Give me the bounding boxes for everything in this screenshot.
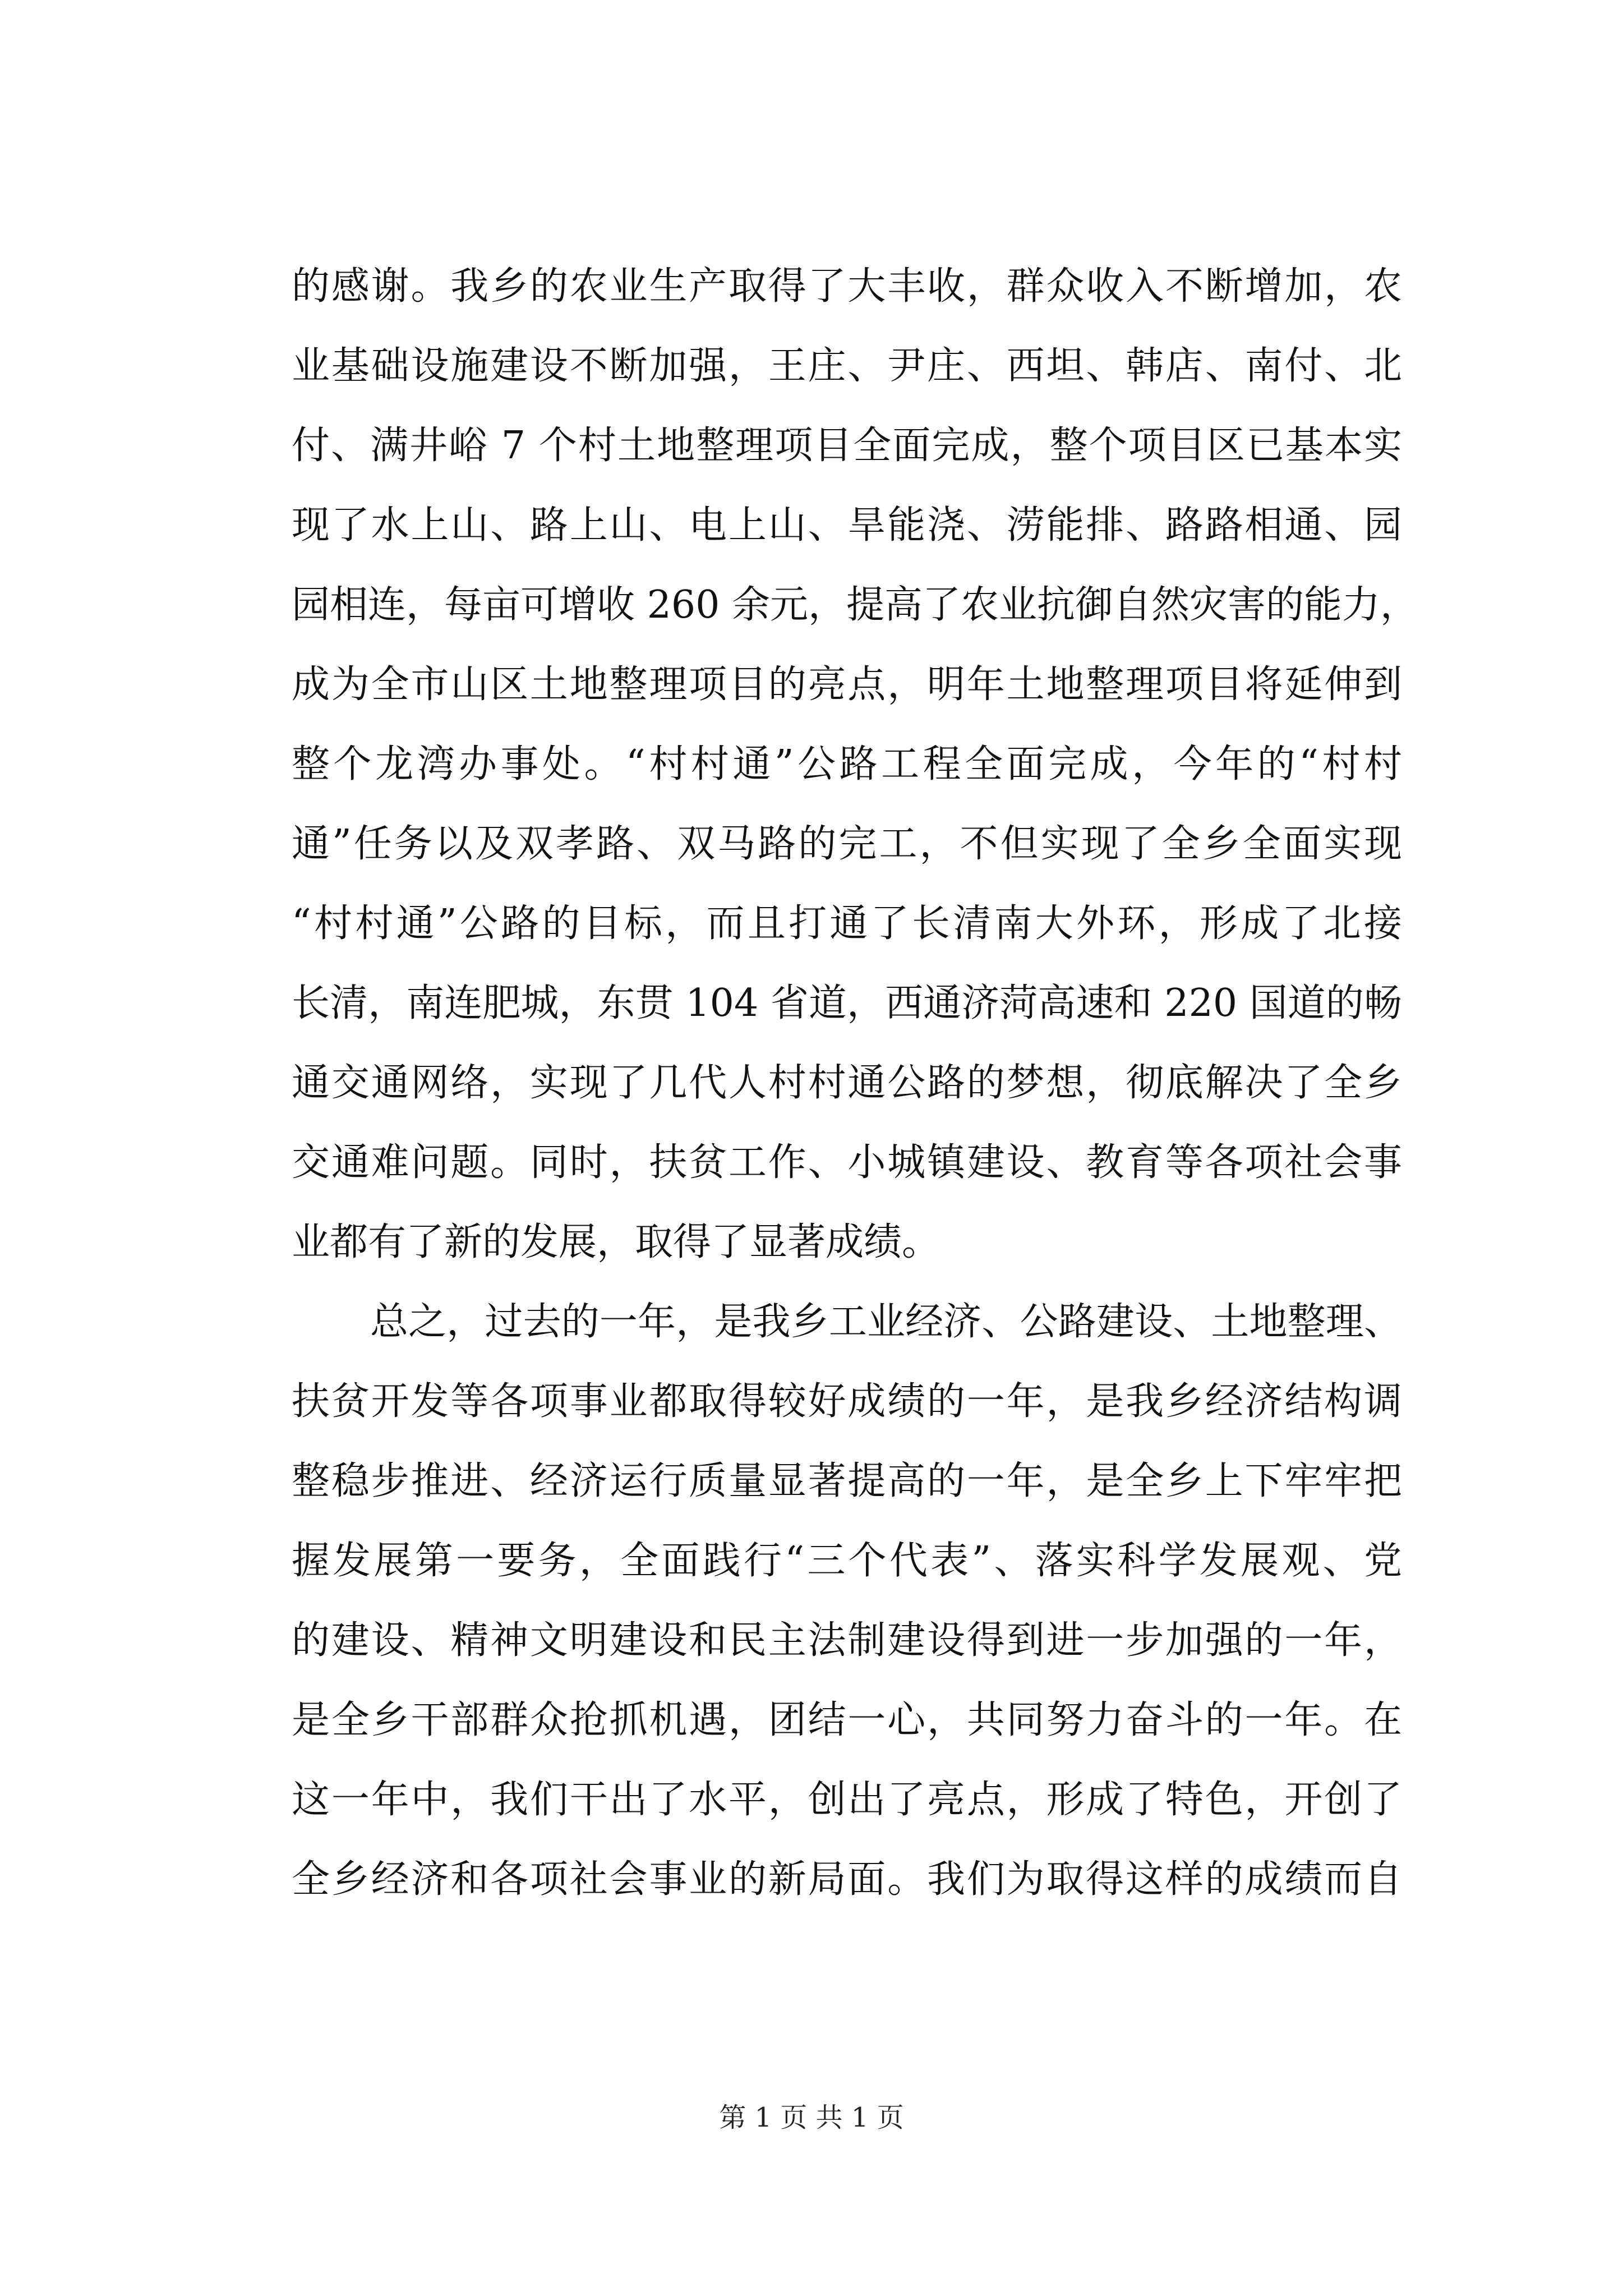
text-line: 现了水上山、路上山、电上山、旱能浇、涝能排、路路相通、园 [292,503,1402,547]
text-line: 通交通网络，实现了几代人村村通公路的梦想，彻底解决了全乡 [292,1061,1402,1105]
text-line: 的感谢。我乡的农业生产取得了大丰收，群众收入不断增加，农 [292,264,1402,309]
text-line: 业基础设施建设不断加强，王庄、尹庄、西坦、韩店、南付、北 [292,344,1402,388]
text-line: 这一年中，我们干出了水平，创出了亮点，形成了特色，开创了 [292,1778,1402,1822]
text-line: 成为全市山区土地整理项目的亮点，明年土地整理项目将延伸到 [292,662,1402,707]
text-line: 长清，南连肥城，东贯 104 省道，西通济菏高速和 220 国道的畅 [292,981,1402,1025]
text-line: 握发展第一要务，全面践行“三个代表”、落实科学发展观、党 [292,1539,1402,1583]
text-line: 全乡经济和各项社会事业的新局面。我们为取得这样的成绩而自 [292,1857,1402,1902]
text-line: 整稳步推进、经济运行质量显著提高的一年，是全乡上下牢牢把 [292,1459,1402,1503]
text-line: 是全乡干部群众抢抓机遇，团结一心，共同努力奋斗的一年。在 [292,1698,1402,1742]
text-line: 总之，过去的一年，是我乡工业经济、公路建设、土地整理、 [370,1300,1402,1344]
text-line: 通”任务以及双孝路、双马路的完工，不但实现了全乡全面实现 [292,822,1402,866]
text-line: 交通难问题。同时，扶贫工作、小城镇建设、教育等各项社会事 [292,1140,1402,1185]
page-footer [0,2101,1623,2134]
page-number: 第 1 页 共 1 页 [719,2102,904,2133]
document-body [292,247,1419,1920]
text-line: 付、满井峪 7 个村土地整理项目全面完成，整个项目区已基本实 [292,424,1402,468]
text-line: 园相连，每亩可增收 260 余元，提高了农业抗御自然灾害的能力， [292,583,1419,627]
text-line: 整个龙湾办事处。“村村通”公路工程全面完成，今年的“村村 [292,742,1402,786]
text-line: 业都有了新的发展，取得了显著成绩。 [292,1220,940,1264]
paragraph [292,247,1419,1282]
text-line: “村村通”公路的目标，而且打通了长清南大外环，形成了北接 [292,901,1402,946]
paragraph [292,1282,1402,1920]
text-line: 扶贫开发等各项事业都取得较好成绩的一年，是我乡经济结构调 [292,1379,1402,1424]
text-line: 的建设、精神文明建设和民主法制建设得到进一步加强的一年， [292,1618,1402,1663]
